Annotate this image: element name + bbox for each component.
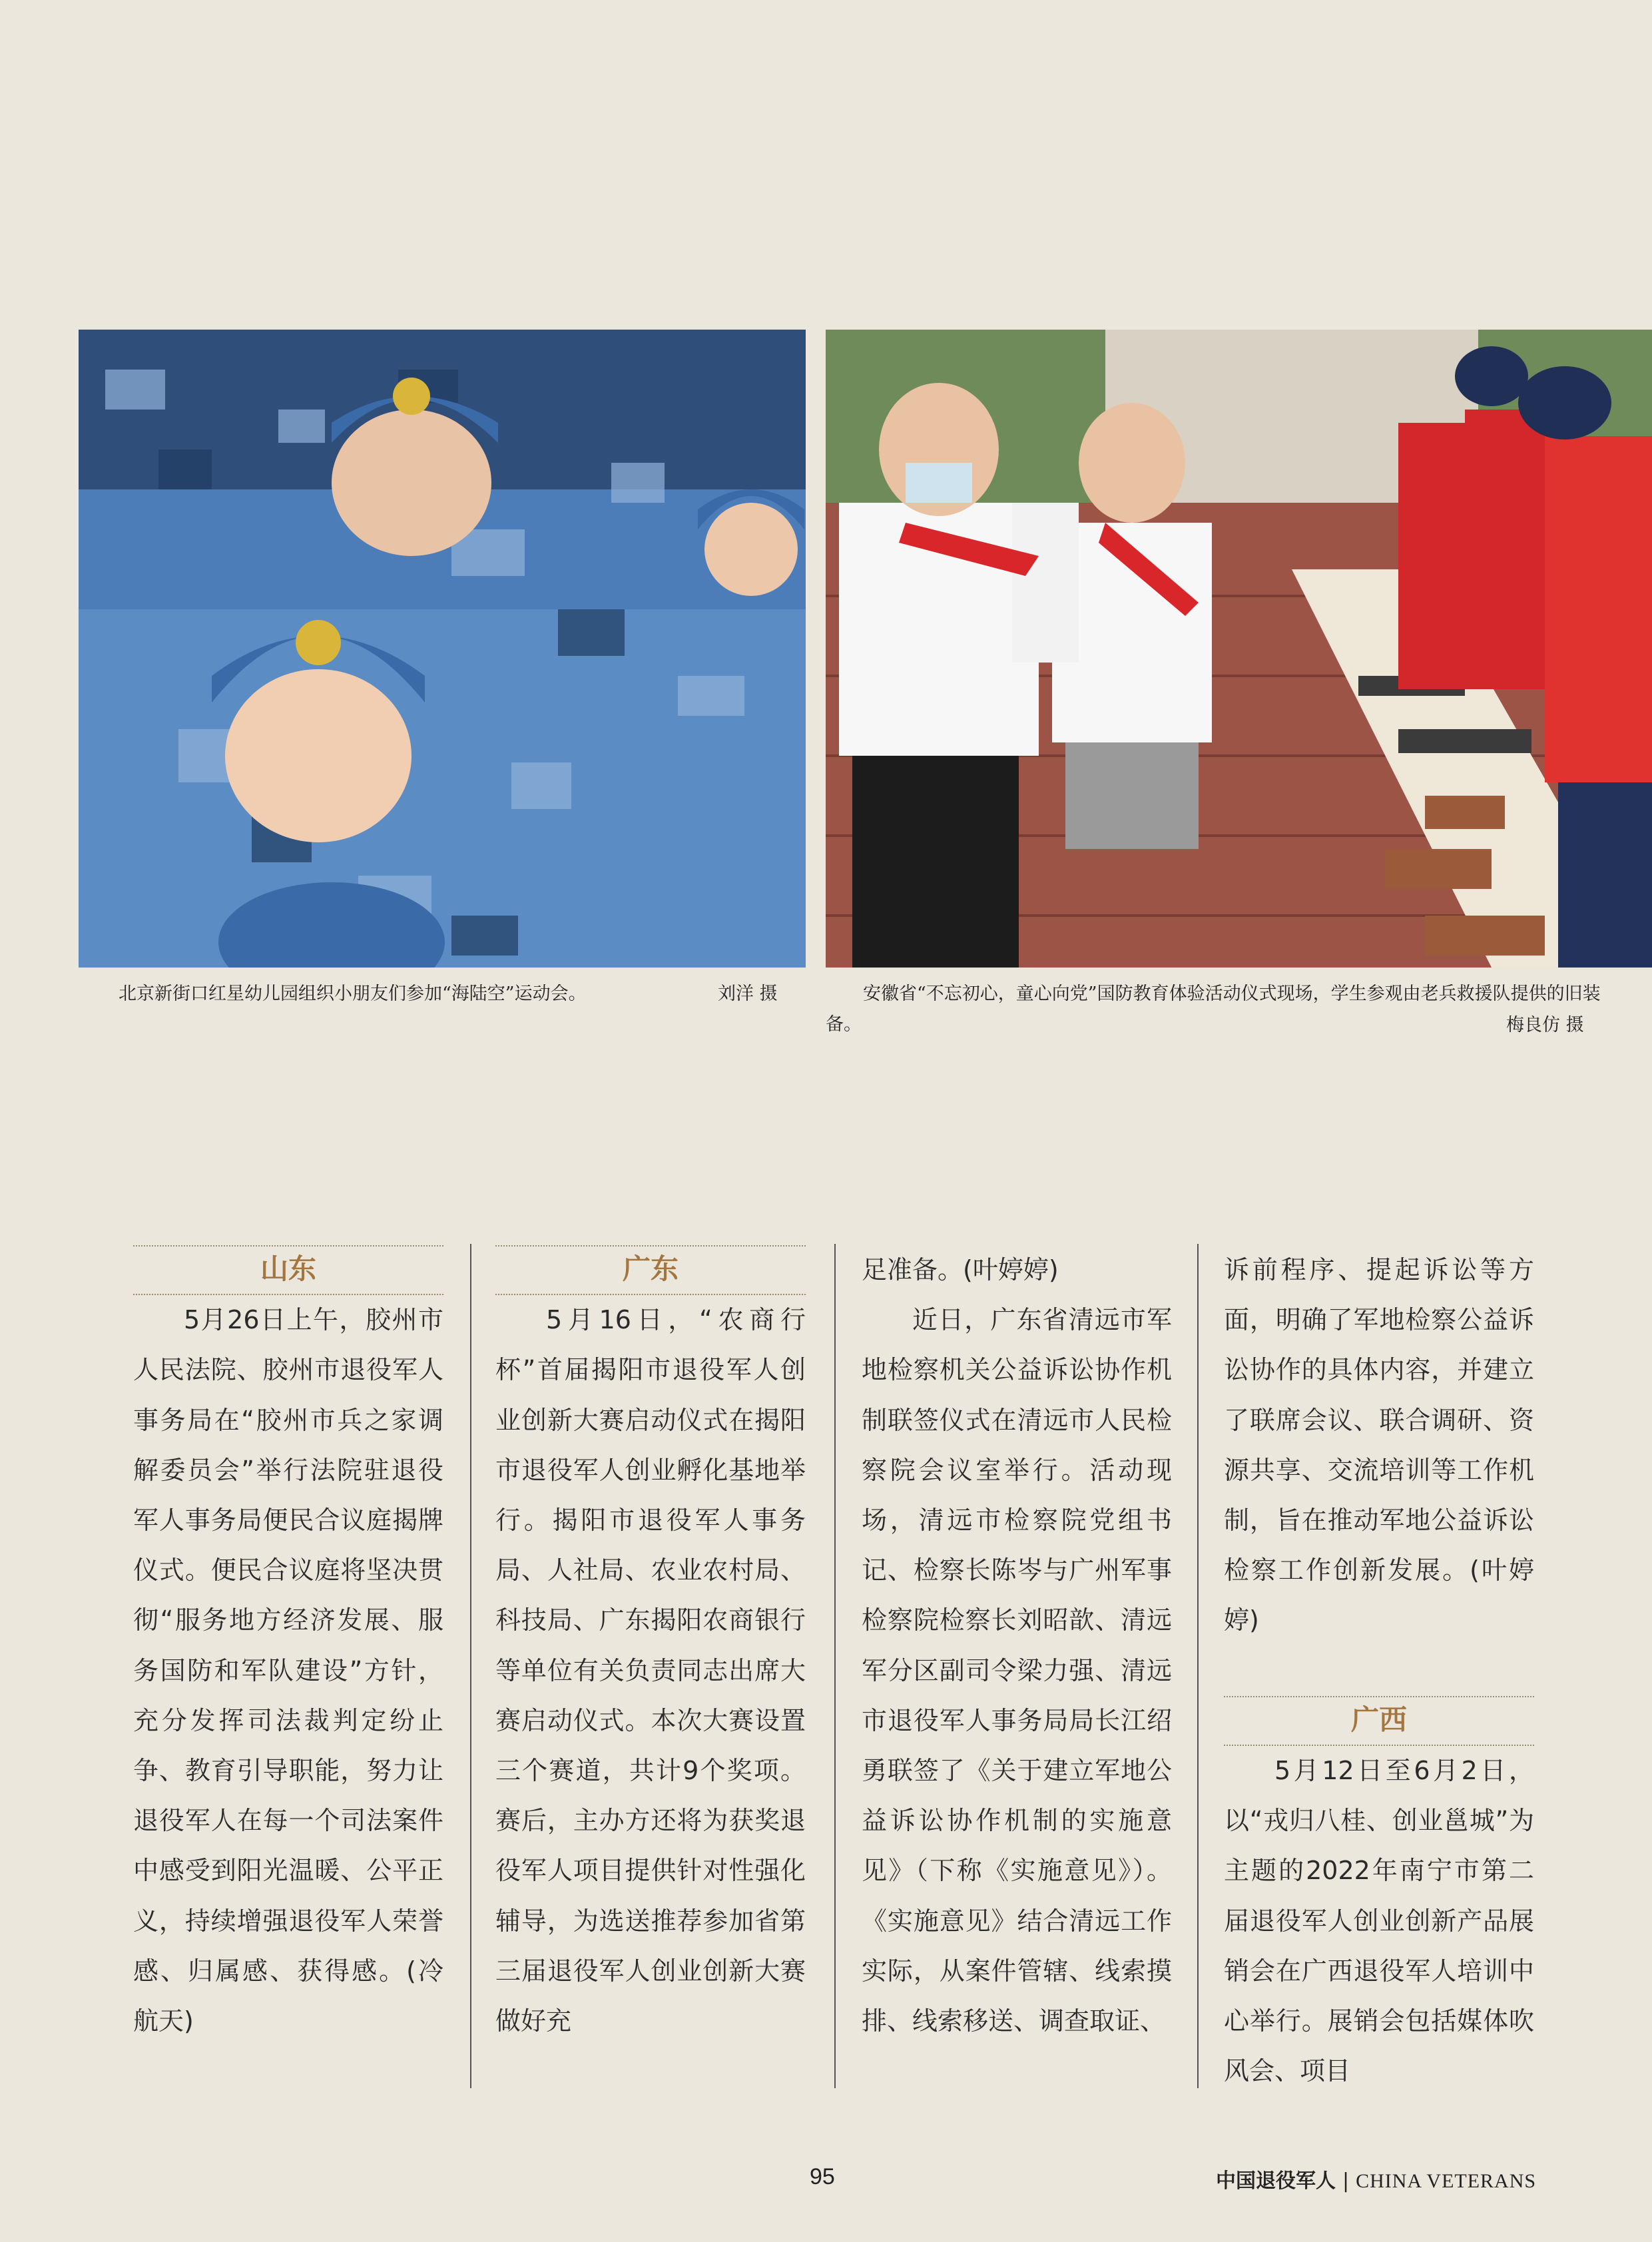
shandong-author: (冷航天) <box>133 1956 443 2036</box>
section-heading-shandong: 山东 <box>133 1245 443 1295</box>
shandong-article <box>133 1295 443 2046</box>
column-divider <box>470 1244 471 2088</box>
page-number: 95 <box>810 2164 835 2189</box>
photo-kindergarten-sports <box>79 330 806 968</box>
caption-left-text: 北京新街口红星幼儿园组织小朋友们参加“海陆空”运动会。 <box>119 983 587 1004</box>
guangdong-article-2: 近日，广东省清远市军地检察机关公益诉讼协作机制联签仪式在清远市人民检察院会议室举行。活动现场，清远市检察院党组书记、检察长陈岑与广州军事检察院检察长刘昭歆、清远军分区副司令梁力强、清远市退役军人事务局局长江绍勇联签了《关于建立军地公益诉讼协作机制的实施意见》（下称《实施意见》）。《实施意见》结合清远工作实际，从案件管辖、线索摸排、线索移送、调查取证、 <box>862 1305 1172 2036</box>
kids-camouflage-image <box>79 330 806 968</box>
photo-defense-education <box>826 330 1652 968</box>
column-divider <box>1197 1244 1199 2088</box>
magazine-name <box>1216 2164 1536 2193</box>
magazine-separator: | <box>1342 2169 1350 2193</box>
guangxi-article: 5月12日至6月2日，以“戎归八桂、创业邕城”为主题的2022年南宁市第二届退役军人创业创新产品展销会在广西退役军人培训中心举行。展销会包括媒体吹风会、项目 <box>1224 1756 1534 2086</box>
magazine-name-cn: 中国退役军人 <box>1216 2169 1336 2193</box>
text-column-3 <box>862 1245 1172 2046</box>
magazine-name-en: CHINA VETERANS <box>1356 2170 1537 2192</box>
guangdong-article-2-end <box>1224 1245 1534 1646</box>
guangdong-author-2: (叶婷婷) <box>1224 1555 1534 1635</box>
text-column-2 <box>495 1245 806 2046</box>
caption-right-credit: 梅良仿 摄 <box>1506 1015 1584 1035</box>
section-heading-guangdong: 广东 <box>495 1245 806 1295</box>
section-spacer <box>1224 1646 1534 1696</box>
text-column-1 <box>133 1245 443 2046</box>
photo-caption-right: 安徽省“不忘初心，童心向党”国防教育体验活动仪式现场，学生参观由老兵救援队提供的旧装备。 <box>826 983 1601 1035</box>
photo-caption-left <box>119 979 811 1009</box>
guangdong-author-1: (叶婷婷) <box>963 1255 1059 1284</box>
guangdong-article-2-tail: 诉前程序、提起诉讼等方面，明确了军地检察公益诉讼协作的具体内容，并建立了联席会议、联合调研、资源共享、交流培训等工作机制，旨在推动军地公益诉讼检察工作创新发展。 <box>1224 1255 1534 1585</box>
guangdong-article-1-end <box>862 1245 1172 1295</box>
caption-left-credit: 刘洋 摄 <box>718 983 778 1004</box>
text-column-4 <box>1224 1245 1534 2096</box>
guangdong-article-1: 5月16日，“农商行杯”首届揭阳市退役军人创业创新大赛启动仪式在揭阳市退役军人创业孵化基地举行。揭阳市退役军人事务局、人社局、农业农村局、科技局、广东揭阳农商银行等单位有关负责同志出席大赛启动仪式。本次大赛设置三个赛道，共计9个奖项。赛后，主办方还将为获奖退役军人项目提供针对性强化辅导，为选送推荐参加省第三届退役军人创业创新大赛做好充 <box>495 1305 806 2036</box>
students-equipment-image <box>826 330 1652 968</box>
guangdong-article-1-tail: 足准备。 <box>862 1255 964 1284</box>
column-divider <box>834 1244 836 2088</box>
section-heading-guangxi: 广西 <box>1224 1696 1534 1746</box>
shandong-body: 5月26日上午，胶州市人民法院、胶州市退役军人事务局在“胶州市兵之家调解委员会”举行法院驻退役军人事务局便民合议庭揭牌仪式。便民合议庭将坚决贯彻“服务地方经济发展、服务国防和军队建设”方针，充分发挥司法裁判定纷止争、教育引导职能，努力让退役军人在每一个司法案件中感受到阳光温暖、公平正义，持续增强退役军人荣誉感、归属感、获得感。 <box>133 1305 443 1986</box>
